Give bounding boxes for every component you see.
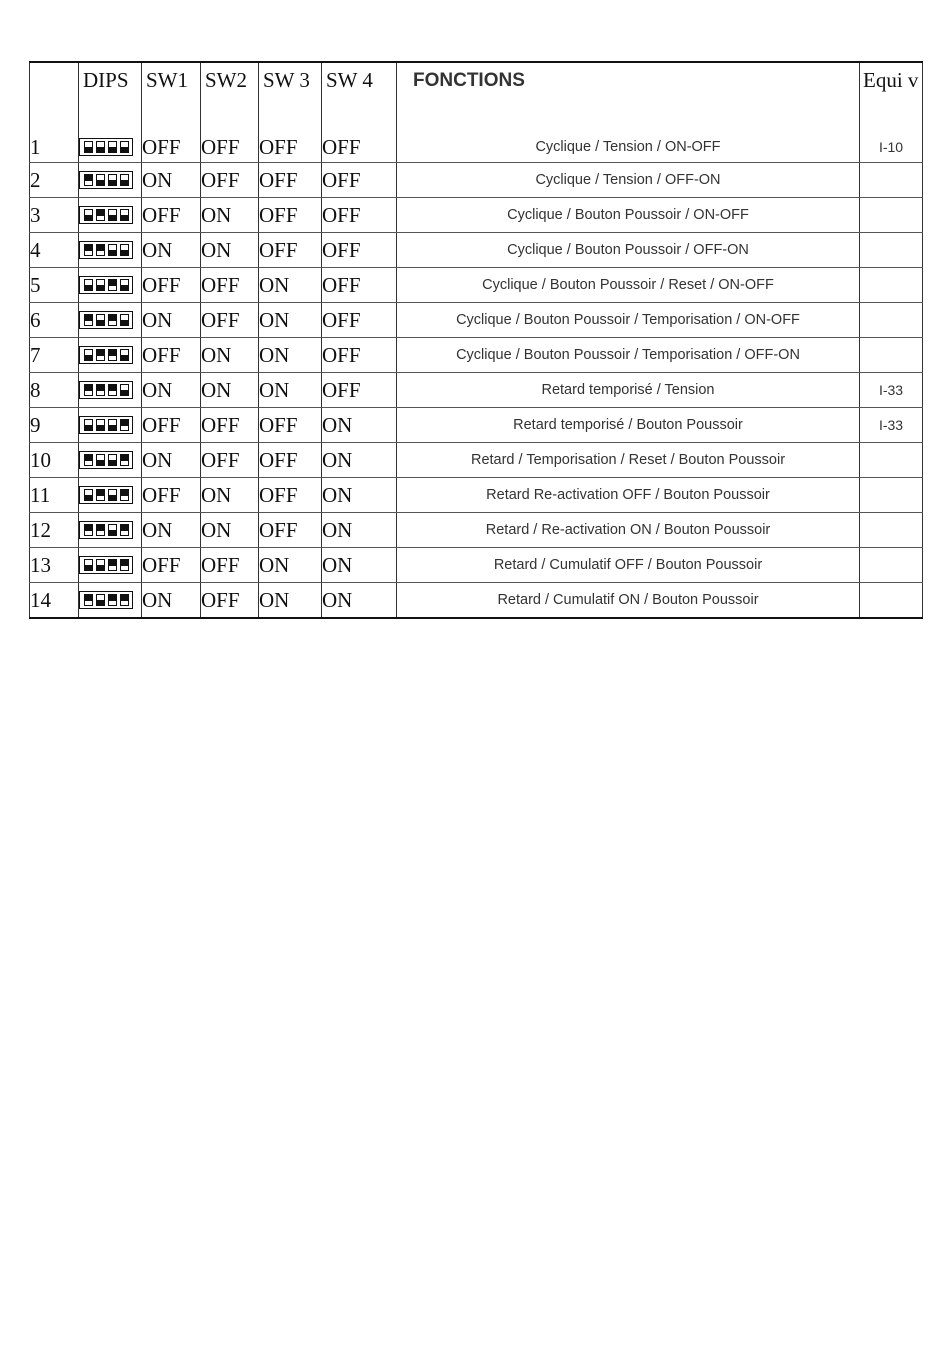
dip-switch-knob [85,425,92,431]
dip-switch-knob [85,215,92,221]
sw4-value: OFF [322,132,397,163]
row-number: 12 [30,513,79,548]
row-number: 14 [30,583,79,619]
dip-switch-knob [97,525,104,531]
dip-switch-slot [96,594,105,606]
equiv-code [860,198,923,233]
fonction-text: Cyclique / Bouton Poussoir / Temporisation / ON-OFF [397,303,860,338]
dip-switch-slot [120,384,129,396]
row-number: 10 [30,443,79,478]
table-row [30,513,923,548]
dip-switch-slot [84,454,93,466]
dip-switch-slot [84,141,93,153]
dip-switch-slot [84,279,93,291]
dips-cell [79,163,142,198]
sw2-value: OFF [201,303,259,338]
header-fonctions: FONCTIONS [397,62,860,132]
row-number: 9 [30,408,79,443]
dip-switch-knob [121,147,128,153]
dip-switch-icon [79,486,133,504]
dip-switch-icon [79,276,133,294]
sw3-value: OFF [259,198,322,233]
dip-switch-knob [109,250,116,256]
dip-switch-knob [85,385,92,391]
row-number: 8 [30,373,79,408]
dip-switch-knob [121,525,128,531]
dip-switch-slot [84,244,93,256]
sw3-value: OFF [259,233,322,268]
table-row [30,163,923,198]
fonction-text: Cyclique / Bouton Poussoir / OFF-ON [397,233,860,268]
sw1-value: ON [142,163,201,198]
dip-switch-slot [96,419,105,431]
equiv-code [860,163,923,198]
sw2-value: OFF [201,583,259,619]
dip-switch-slot [96,559,105,571]
sw4-value: ON [322,548,397,583]
sw1-value: OFF [142,198,201,233]
row-number: 5 [30,268,79,303]
dip-switch-slot [108,454,117,466]
dip-switch-knob [109,280,116,286]
dip-switch-knob [85,175,92,181]
sw1-value: ON [142,583,201,619]
sw2-value: ON [201,513,259,548]
row-number: 11 [30,478,79,513]
dip-switch-knob [97,565,104,571]
header-sw2: SW2 [201,62,259,132]
dip-switch-slot [108,349,117,361]
sw4-value: OFF [322,303,397,338]
sw2-value: OFF [201,163,259,198]
dip-switch-slot [96,141,105,153]
dip-switch-slot [108,594,117,606]
row-number: 2 [30,163,79,198]
sw1-value: ON [142,233,201,268]
table-row [30,338,923,373]
dip-switch-icon [79,171,133,189]
sw1-value: OFF [142,132,201,163]
table-body [30,132,923,618]
sw1-value: OFF [142,338,201,373]
sw3-value: ON [259,303,322,338]
dip-switch-knob [109,315,116,321]
dip-switch-icon [79,591,133,609]
fonction-text: Retard / Re-activation ON / Bouton Poussoir [397,513,860,548]
dip-switch-knob [97,210,104,216]
dip-switch-slot [96,489,105,501]
dip-switch-slot [120,594,129,606]
dip-switch-slot [120,279,129,291]
dip-switch-slot [84,419,93,431]
dip-switch-slot [84,314,93,326]
dip-switch-knob [109,385,116,391]
dip-switch-slot [108,419,117,431]
sw4-value: OFF [322,338,397,373]
equiv-code [860,303,923,338]
equiv-code [860,478,923,513]
dip-switch-knob [109,147,116,153]
dip-switch-knob [109,350,116,356]
dip-switch-table [29,61,923,619]
dip-switch-knob [97,245,104,251]
sw2-value: OFF [201,132,259,163]
dip-switch-knob [109,215,116,221]
dip-switch-slot [96,454,105,466]
dip-switch-knob [97,385,104,391]
dips-cell [79,198,142,233]
fonction-text: Cyclique / Bouton Poussoir / ON-OFF [397,198,860,233]
dip-switch-knob [121,390,128,396]
dip-switch-slot [84,594,93,606]
dip-switch-slot [84,524,93,536]
dip-switch-knob [85,565,92,571]
dip-switch-knob [109,595,116,601]
dip-switch-slot [108,524,117,536]
dips-cell [79,233,142,268]
sw2-value: ON [201,233,259,268]
dip-switch-icon [79,521,133,539]
dips-cell [79,583,142,619]
dip-switch-knob [97,320,104,326]
table-header-row [30,62,923,132]
equiv-code [860,268,923,303]
dip-switch-knob [121,250,128,256]
sw3-value: OFF [259,443,322,478]
dip-switch-slot [96,244,105,256]
dip-switch-knob [85,315,92,321]
dip-switch-knob [121,285,128,291]
sw1-value: OFF [142,408,201,443]
dip-switch-slot [120,141,129,153]
sw3-value: ON [259,583,322,619]
dip-switch-icon [79,206,133,224]
header-equiv: Equi v [860,62,923,132]
row-number: 3 [30,198,79,233]
dip-switch-knob [97,147,104,153]
sw2-value: ON [201,338,259,373]
equiv-code [860,338,923,373]
dip-switch-icon [79,311,133,329]
row-number: 6 [30,303,79,338]
dip-switch-slot [108,279,117,291]
dip-switch-slot [120,244,129,256]
table-row [30,583,923,619]
sw4-value: ON [322,583,397,619]
fonction-text: Cyclique / Tension / OFF-ON [397,163,860,198]
header-sw1: SW1 [142,62,201,132]
dip-switch-icon [79,416,133,434]
dip-switch-icon [79,346,133,364]
dip-switch-slot [84,489,93,501]
dip-switch-knob [97,180,104,186]
dip-switch-knob [109,530,116,536]
dip-switch-slot [120,559,129,571]
equiv-code [860,583,923,619]
dip-switch-slot [96,174,105,186]
sw4-value: OFF [322,233,397,268]
dip-switch-slot [108,141,117,153]
dip-switch-slot [84,209,93,221]
dip-switch-knob [97,490,104,496]
dip-switch-knob [97,460,104,466]
sw4-value: OFF [322,198,397,233]
equiv-code [860,513,923,548]
sw3-value: ON [259,338,322,373]
equiv-code [860,233,923,268]
table-row [30,233,923,268]
dips-cell [79,478,142,513]
dip-switch-knob [121,560,128,566]
dip-switch-slot [120,419,129,431]
sw3-value: ON [259,268,322,303]
sw3-value: OFF [259,478,322,513]
fonction-text: Cyclique / Bouton Poussoir / Reset / ON-OFF [397,268,860,303]
sw3-value: ON [259,548,322,583]
table-row [30,373,923,408]
fonction-text: Cyclique / Tension / ON-OFF [397,132,860,163]
dip-switch-knob [121,490,128,496]
dip-switch-slot [120,314,129,326]
dip-switch-icon [79,381,133,399]
sw3-value: OFF [259,132,322,163]
sw2-value: OFF [201,408,259,443]
fonction-text: Retard temporisé / Tension [397,373,860,408]
equiv-code: I-33 [860,408,923,443]
sw4-value: ON [322,478,397,513]
dip-switch-slot [96,279,105,291]
dip-switch-slot [96,314,105,326]
sw4-value: OFF [322,268,397,303]
dips-cell [79,338,142,373]
equiv-code: I-33 [860,373,923,408]
dips-cell [79,373,142,408]
sw1-value: OFF [142,548,201,583]
sw2-value: ON [201,373,259,408]
row-number: 13 [30,548,79,583]
sw1-value: OFF [142,478,201,513]
dip-switch-knob [85,455,92,461]
sw2-value: OFF [201,268,259,303]
table-row [30,548,923,583]
dip-switch-slot [120,524,129,536]
fonction-text: Retard Re-activation OFF / Bouton Poussoir [397,478,860,513]
table-row [30,478,923,513]
dip-switch-slot [108,209,117,221]
table-row [30,408,923,443]
sw2-value: OFF [201,443,259,478]
equiv-code [860,443,923,478]
dip-switch-knob [97,600,104,606]
dip-switch-icon [79,138,133,156]
sw1-value: ON [142,513,201,548]
dip-switch-knob [85,285,92,291]
dip-switch-knob [109,425,116,431]
dip-switch-knob [121,455,128,461]
sw4-value: ON [322,408,397,443]
dip-switch-knob [97,425,104,431]
dip-switch-knob [85,355,92,361]
fonction-text: Retard / Cumulatif ON / Bouton Poussoir [397,583,860,619]
dip-switch-knob [97,350,104,356]
dip-switch-slot [108,559,117,571]
dips-cell [79,303,142,338]
dip-switch-slot [108,314,117,326]
header-dips: DIPS [79,62,142,132]
header-number [30,62,79,132]
sw1-value: OFF [142,268,201,303]
dip-switch-slot [96,349,105,361]
dip-switch-slot [84,559,93,571]
dip-switch-knob [85,245,92,251]
fonction-text: Retard temporisé / Bouton Poussoir [397,408,860,443]
dip-switch-slot [96,384,105,396]
sw1-value: ON [142,443,201,478]
table-row [30,303,923,338]
dip-switch-icon [79,451,133,469]
dip-switch-knob [97,285,104,291]
equiv-code: I-10 [860,132,923,163]
dips-cell [79,513,142,548]
row-number: 1 [30,132,79,163]
sw4-value: ON [322,443,397,478]
dip-switch-knob [121,320,128,326]
sw2-value: ON [201,198,259,233]
dip-switch-knob [109,560,116,566]
dip-switch-slot [120,349,129,361]
dip-switch-knob [85,595,92,601]
dip-switch-slot [120,209,129,221]
table-row [30,443,923,478]
dip-switch-slot [84,174,93,186]
sw4-value: OFF [322,373,397,408]
sw4-value: ON [322,513,397,548]
dip-switch-slot [120,174,129,186]
table-row [30,268,923,303]
row-number: 7 [30,338,79,373]
table-row [30,198,923,233]
header-sw4: SW 4 [322,62,397,132]
dip-switch-knob [109,180,116,186]
header-sw3: SW 3 [259,62,322,132]
sw1-value: ON [142,373,201,408]
sw4-value: OFF [322,163,397,198]
sw2-value: OFF [201,548,259,583]
dip-switch-slot [108,489,117,501]
dip-switch-slot [108,384,117,396]
sw1-value: ON [142,303,201,338]
dip-switch-knob [109,495,116,501]
sw3-value: OFF [259,513,322,548]
sw2-value: ON [201,478,259,513]
dip-switch-slot [108,244,117,256]
dip-switch-icon [79,556,133,574]
dips-cell [79,268,142,303]
dip-switch-icon [79,241,133,259]
sw3-value: OFF [259,163,322,198]
fonction-text: Retard / Cumulatif OFF / Bouton Poussoir [397,548,860,583]
dip-switch-knob [121,180,128,186]
dip-switch-knob [121,595,128,601]
dip-switch-slot [96,209,105,221]
dip-switch-slot [120,454,129,466]
dip-switch-slot [96,524,105,536]
equiv-code [860,548,923,583]
dips-cell [79,132,142,163]
fonction-text: Cyclique / Bouton Poussoir / Temporisation / OFF-ON [397,338,860,373]
dip-switch-knob [121,420,128,426]
dip-switch-slot [84,384,93,396]
dip-switch-knob [85,147,92,153]
dip-switch-knob [109,460,116,466]
dip-switch-knob [121,355,128,361]
dip-switch-knob [85,495,92,501]
dips-cell [79,443,142,478]
dip-switch-slot [84,349,93,361]
table-row [30,132,923,163]
sw3-value: OFF [259,408,322,443]
sw3-value: ON [259,373,322,408]
dip-switch-slot [120,489,129,501]
dips-cell [79,408,142,443]
dips-cell [79,548,142,583]
dip-switch-slot [108,174,117,186]
dip-switch-knob [85,525,92,531]
fonction-text: Retard / Temporisation / Reset / Bouton Poussoir [397,443,860,478]
row-number: 4 [30,233,79,268]
dip-switch-knob [121,215,128,221]
